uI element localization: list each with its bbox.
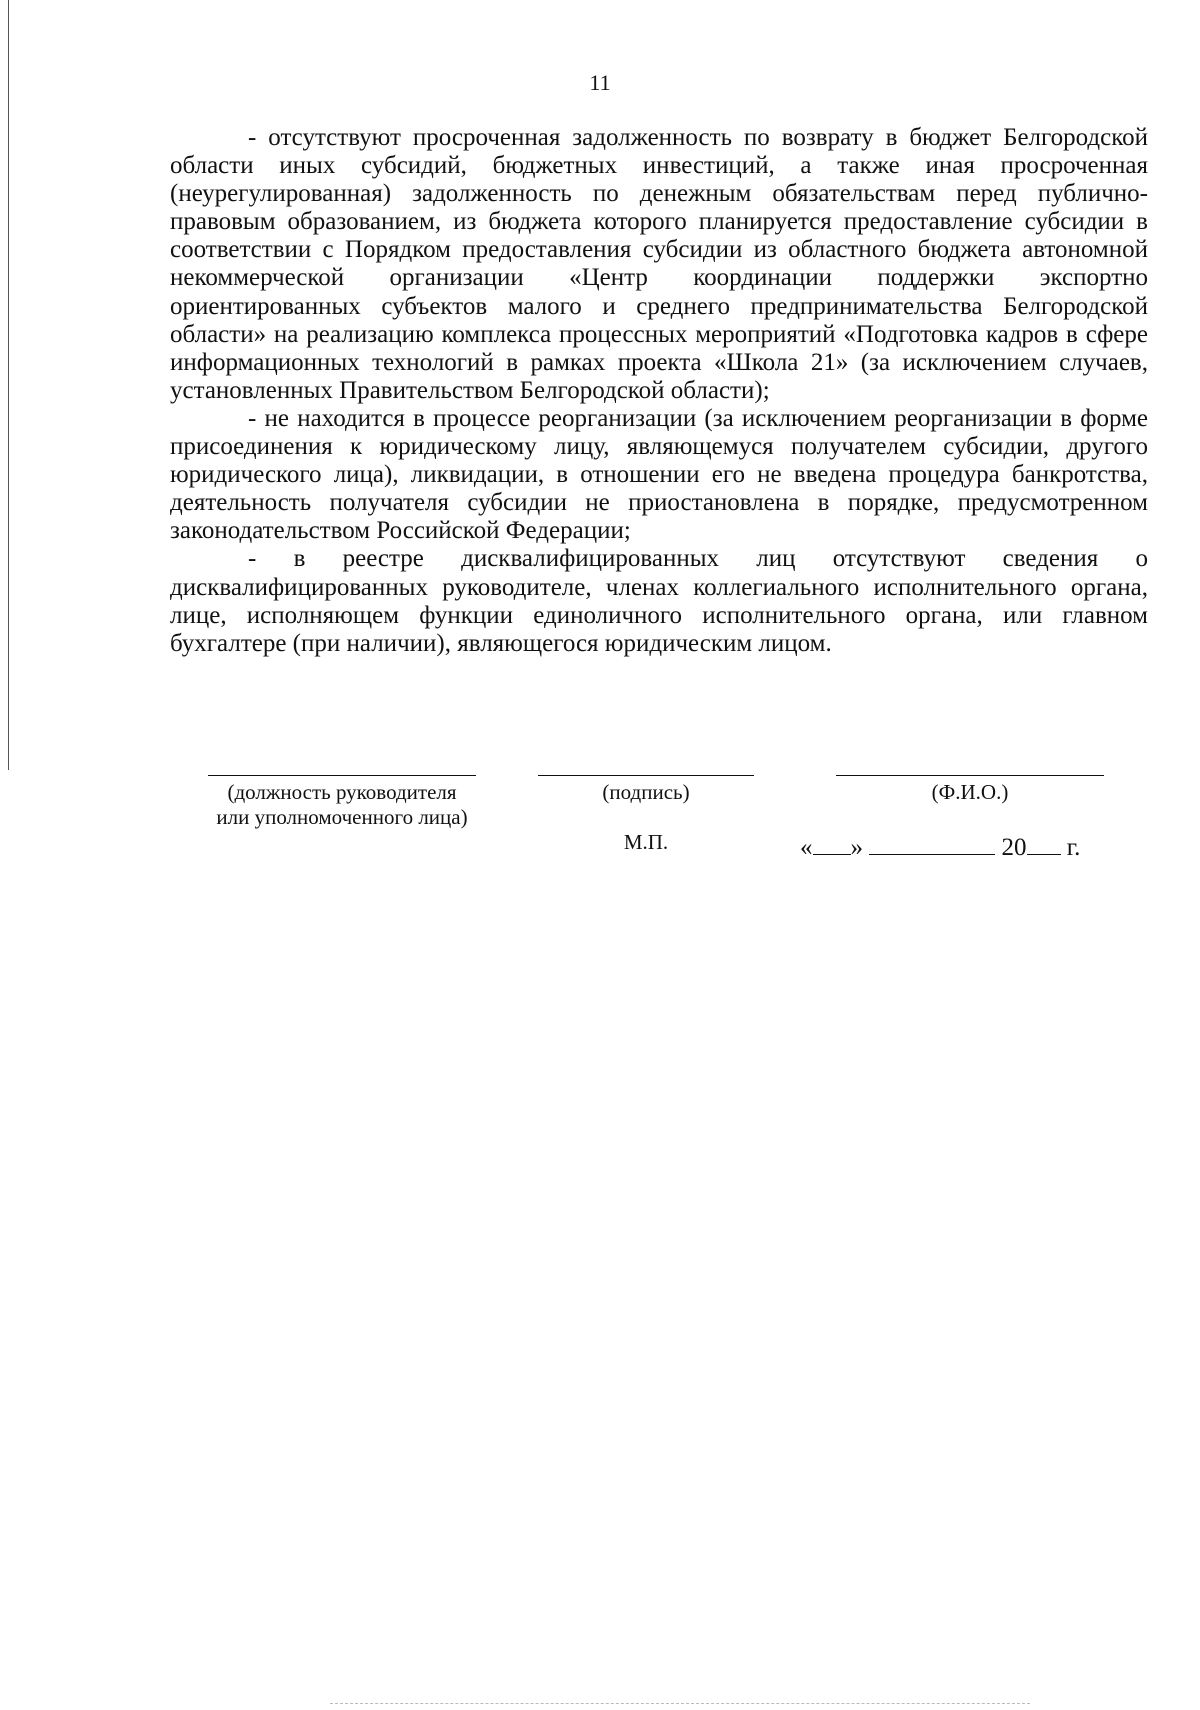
name-caption: (Ф.И.О.) — [931, 780, 1009, 804]
year-prefix: 20 — [1001, 834, 1027, 861]
year-suffix: г. — [1066, 834, 1081, 861]
paragraph-no-reorganization: - не находится в процессе реорганизации (за исключением реорганизации в форме присоединения к юридическому лицу, являющемуся получателем субсидии, другого юридического лица), ликвидации, в отношении его не введена процедура банкротства, деятельность получателя субсидии не приостановлена в порядке, предусмотренном законодательством Российской Федерации; — [170, 404, 1148, 545]
stamp-label: М.П. — [623, 830, 669, 854]
year-blank — [1027, 834, 1061, 855]
position-caption: (должность руководителя или уполномоченного лица) — [216, 780, 468, 829]
signature-caption: (подпись) — [602, 780, 690, 804]
date-close-quote: » — [850, 834, 863, 861]
date-line — [800, 834, 1080, 862]
position-signature-line — [208, 775, 476, 776]
bottom-edge-marks — [330, 1703, 1030, 1704]
signature-line — [538, 775, 754, 776]
day-blank — [813, 834, 851, 855]
page-number: 11 — [589, 70, 611, 95]
paragraph-disqualified-registry: - в реестре дисквалифицированных лиц отсутствуют сведения о дисквалифицированных руководителе, членах коллегиального исполнительного органа, лице, исполняющем функции единоличного исполнительного органа, или главном бухгалтере (при наличии), являющегося юридическим лицом. — [170, 545, 1148, 657]
document-body — [170, 124, 1148, 658]
left-margin-line — [8, 0, 9, 770]
date-open-quote: « — [800, 834, 813, 861]
month-blank — [869, 834, 995, 855]
name-signature-line — [836, 775, 1104, 776]
paragraph-no-overdue-debt: - отсутствуют просроченная задолженность по возврату в бюджет Белгородской области иных субсидий, бюджетных инвестиций, а также иная просроченная (неурегулированная) задолженность по денежным обязательствам перед публично-правовым образованием, из бюджета которого планируется предоставление субсидии в соответствии с Порядком предоставления субсидии из областного бюджета автономной некоммерческой организации «Центр координации поддержки экспортно ориентированных субъектов малого и среднего предпринимательства Белгородской области» на реализацию комплекса процессных мероприятий «Подготовка кадров в сфере информационных технологий в рамках проекта «Школа 21» (за исключением случаев, установленных Правительством Белгородской области); — [170, 124, 1148, 404]
